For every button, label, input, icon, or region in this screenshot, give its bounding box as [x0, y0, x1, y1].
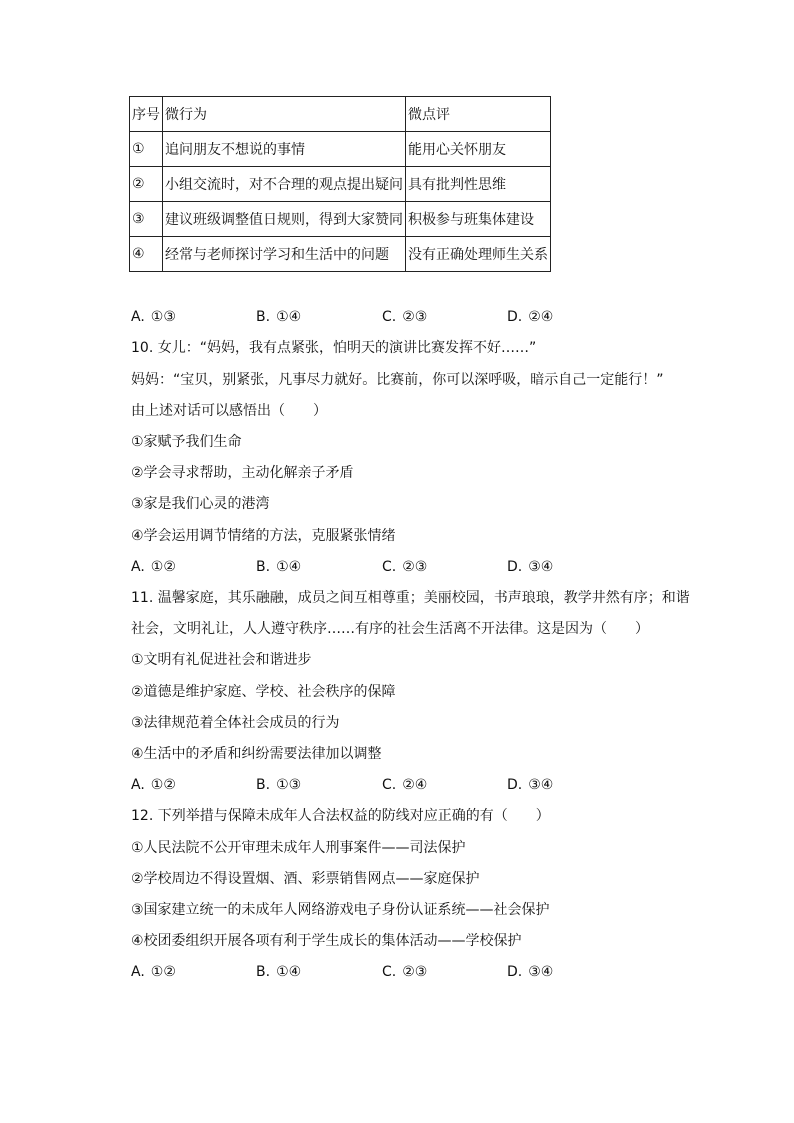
- q11-statement: ③法律规范着全体社会成员的行为: [131, 715, 340, 731]
- option-label: C.: [382, 964, 397, 980]
- q12-option-c[interactable]: [382, 962, 427, 982]
- option-text: ①②: [150, 964, 176, 980]
- q10-statement: ④学会运用调节情绪的方法，克服紧张情绪: [131, 528, 396, 544]
- q11-stem-continued: 社会，文明礼让，人人遵守秩序……有序的社会生活离不开法律。这是因为（ ）: [131, 621, 649, 637]
- option-text: ③④: [528, 964, 554, 980]
- q9-options: [131, 307, 691, 327]
- q10-option-d[interactable]: [507, 557, 553, 577]
- table-cell: ②: [130, 167, 163, 202]
- option-text: ③④: [528, 777, 554, 793]
- table-row: [130, 237, 551, 272]
- q10-statement: ①家赋予我们生命: [131, 434, 242, 450]
- header-cell: 微点评: [406, 97, 551, 132]
- option-text: ②④: [528, 309, 554, 325]
- q11-option-a[interactable]: [131, 775, 176, 795]
- table-cell: 积极参与班集体建设: [406, 202, 551, 237]
- q10-statement: ②学会寻求帮助，主动化解亲子矛盾: [131, 465, 354, 481]
- q9-option-d[interactable]: [507, 307, 553, 327]
- option-label: A.: [131, 777, 145, 793]
- option-label: B.: [256, 964, 271, 980]
- q12-stem: 12. 下列举措与保障未成年人合法权益的防线对应正确的有（ ）: [131, 808, 550, 824]
- table-cell: ①: [130, 132, 163, 167]
- q11-stem: 11. 温馨家庭，其乐融融，成员之间互相尊重；美丽校园，书声琅琅，教学井然有序；和谐: [131, 590, 690, 606]
- table-cell: 经常与老师探讨学习和生活中的问题: [163, 237, 406, 272]
- q12-option-a[interactable]: [131, 962, 176, 982]
- q10-option-c[interactable]: [382, 557, 427, 577]
- option-text: ②③: [402, 309, 428, 325]
- q10-option-a[interactable]: [131, 557, 176, 577]
- q9-option-a[interactable]: [131, 307, 176, 327]
- q12-statement: ④校团委组织开展各项有利于学生成长的集体活动——学校保护: [131, 933, 522, 949]
- table-header-row: [130, 97, 551, 132]
- q11-option-d[interactable]: [507, 775, 553, 795]
- table-cell: ③: [130, 202, 163, 237]
- table-cell: 建议班级调整值日规则，得到大家赞同: [163, 202, 406, 237]
- q12-statement: ③国家建立统一的未成年人网络游戏电子身份认证系统——社会保护: [131, 902, 550, 918]
- option-text: ②③: [402, 964, 428, 980]
- table-row: [130, 132, 551, 167]
- q9-option-c[interactable]: [382, 307, 427, 327]
- option-text: ①③: [150, 309, 176, 325]
- table-cell: 具有批判性思维: [406, 167, 551, 202]
- option-label: B.: [256, 309, 271, 325]
- option-text: ①④: [276, 309, 302, 325]
- table-row: [130, 202, 551, 237]
- q12-statement: ①人民法院不公开审理未成年人刑事案件——司法保护: [131, 840, 466, 856]
- table-cell: 没有正确处理师生关系: [406, 237, 551, 272]
- q11-option-c[interactable]: [382, 775, 427, 795]
- q9-option-b[interactable]: [256, 307, 301, 327]
- option-label: C.: [382, 309, 397, 325]
- behavior-table: [129, 96, 551, 272]
- table-cell: ④: [130, 237, 163, 272]
- q10-options: [131, 557, 691, 577]
- q11-statement: ②道德是维护家庭、学校、社会秩序的保障: [131, 684, 396, 700]
- table-cell: 追问朋友不想说的事情: [163, 132, 406, 167]
- q12-options: [131, 962, 691, 982]
- q11-statement: ①文明有礼促进社会和谐进步: [131, 652, 312, 668]
- q12-option-b[interactable]: [256, 962, 301, 982]
- table-row: [130, 167, 551, 202]
- option-label: A.: [131, 559, 145, 575]
- option-label: D.: [507, 559, 523, 575]
- option-text: ①③: [276, 777, 302, 793]
- q11-option-b[interactable]: [256, 775, 301, 795]
- option-text: ③④: [528, 559, 554, 575]
- q10-option-b[interactable]: [256, 557, 301, 577]
- option-label: B.: [256, 559, 271, 575]
- table-cell: 小组交流时，对不合理的观点提出疑问: [163, 167, 406, 202]
- option-label: C.: [382, 777, 397, 793]
- q12-option-d[interactable]: [507, 962, 553, 982]
- header-cell: 微行为: [163, 97, 406, 132]
- table-cell: 能用心关怀朋友: [406, 132, 551, 167]
- option-label: A.: [131, 964, 145, 980]
- option-text: ①④: [276, 964, 302, 980]
- option-text: ②④: [402, 777, 428, 793]
- q12-statement: ②学校周边不得设置烟、酒、彩票销售网点——家庭保护: [131, 871, 480, 887]
- header-cell: 序号: [130, 97, 163, 132]
- q10-statement: ③家是我们心灵的港湾: [131, 496, 270, 512]
- option-text: ①④: [276, 559, 302, 575]
- option-text: ①②: [150, 559, 176, 575]
- q10-stem: 10. 女儿：“妈妈，我有点紧张，怕明天的演讲比赛发挥不好……”: [131, 340, 537, 356]
- option-text: ②③: [402, 559, 428, 575]
- option-text: ①②: [150, 777, 176, 793]
- option-label: A.: [131, 309, 145, 325]
- q11-options: [131, 775, 691, 795]
- option-label: D.: [507, 777, 523, 793]
- q10-prompt: 由上述对话可以感悟出（ ）: [131, 403, 327, 419]
- option-label: D.: [507, 309, 523, 325]
- q10-stem-continued: 妈妈：“宝贝，别紧张，凡事尽力就好。比赛前，你可以深呼吸，暗示自己一定能行！”: [131, 372, 664, 388]
- option-label: D.: [507, 964, 523, 980]
- q11-statement: ④生活中的矛盾和纠纷需要法律加以调整: [131, 746, 382, 762]
- option-label: B.: [256, 777, 271, 793]
- option-label: C.: [382, 559, 397, 575]
